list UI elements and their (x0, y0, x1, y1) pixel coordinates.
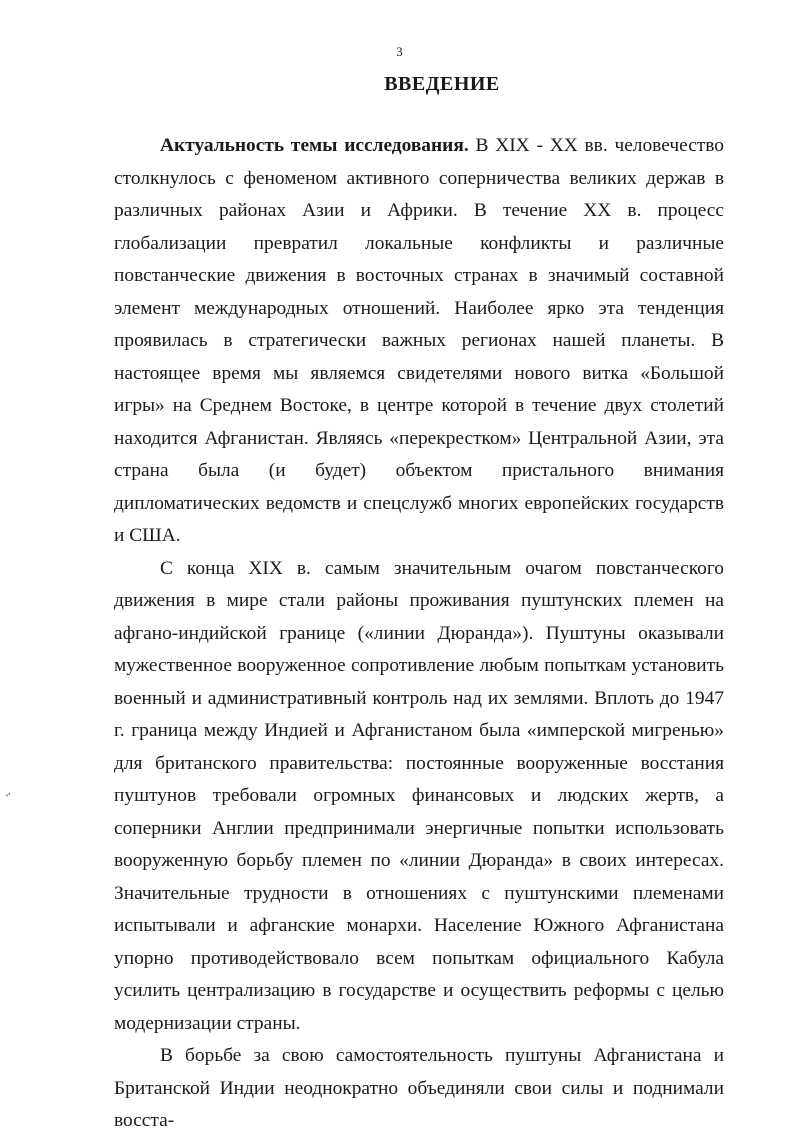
page-title: ВВЕДЕНИЕ (384, 73, 500, 95)
body-text (114, 130, 724, 1138)
scan-artifact: ,, (1, 785, 13, 799)
paragraph-text: С конца XIX в. самым значительным очагом повстанческого движения в мире стали районы проживания пуштунских племен на афгано-индийской границе («линии Дюранда»). Пуштуны оказывали мужественное вооруженное сопротивление любым попыткам установить военный и административный контроль над их землями. Вплоть до 1947 г. граница между Индией и Афганистаном была «имперской мигренью» для британского правительства: постоянные вооруженные восстания пуштунов требовали огромных финансовых и людских жертв, а соперники Англии предпринимали энергичные попытки использовать вооруженную борьбу племен по «линии Дюранда» в своих интересах. Значительные трудности в отношениях с пуштунскими племенами испытывали и афганские монархи. Население Южного Афганистана упорно противодействовало всем попыткам официального Кабула усилить централизацию в государстве и осуществить реформы с целью модернизации страны. (114, 557, 724, 1034)
paragraph-3 (114, 1040, 724, 1138)
paragraph-text: В борьбе за свою самостоятельность пуштуны Афганистана и Британской Индии неоднократно объединяли свои силы и поднимали восста- (114, 1045, 724, 1131)
paragraph-lead: Актуальность темы исследования. (160, 135, 469, 156)
paragraph-2 (114, 553, 724, 1041)
page-number: 3 (396, 44, 403, 59)
paragraph-1 (114, 130, 724, 553)
paragraph-text: В XIX - XX вв. человечество столкнулось с феноменом активного соперничества великих держав в различных районах Азии и Африки. В течение XX в. процесс глобализации превратил локальные конфликты и различные повстанческие движения в восточных странах в значимый составной элемент международных отношений. Наиболее ярко эта тенденция проявилась в стратегически важных регионах нашей планеты. В настоящее время мы являемся свидетелями нового витка «Большой игры» на Среднем Востоке, в центре которой в течение двух столетий находится Афганистан. Являясь «перекрестком» Центральной Азии, эта страна была (и будет) объектом пристального внимания дипломатических ведомств и спецслужб многих европейских государств и США. (114, 135, 724, 546)
